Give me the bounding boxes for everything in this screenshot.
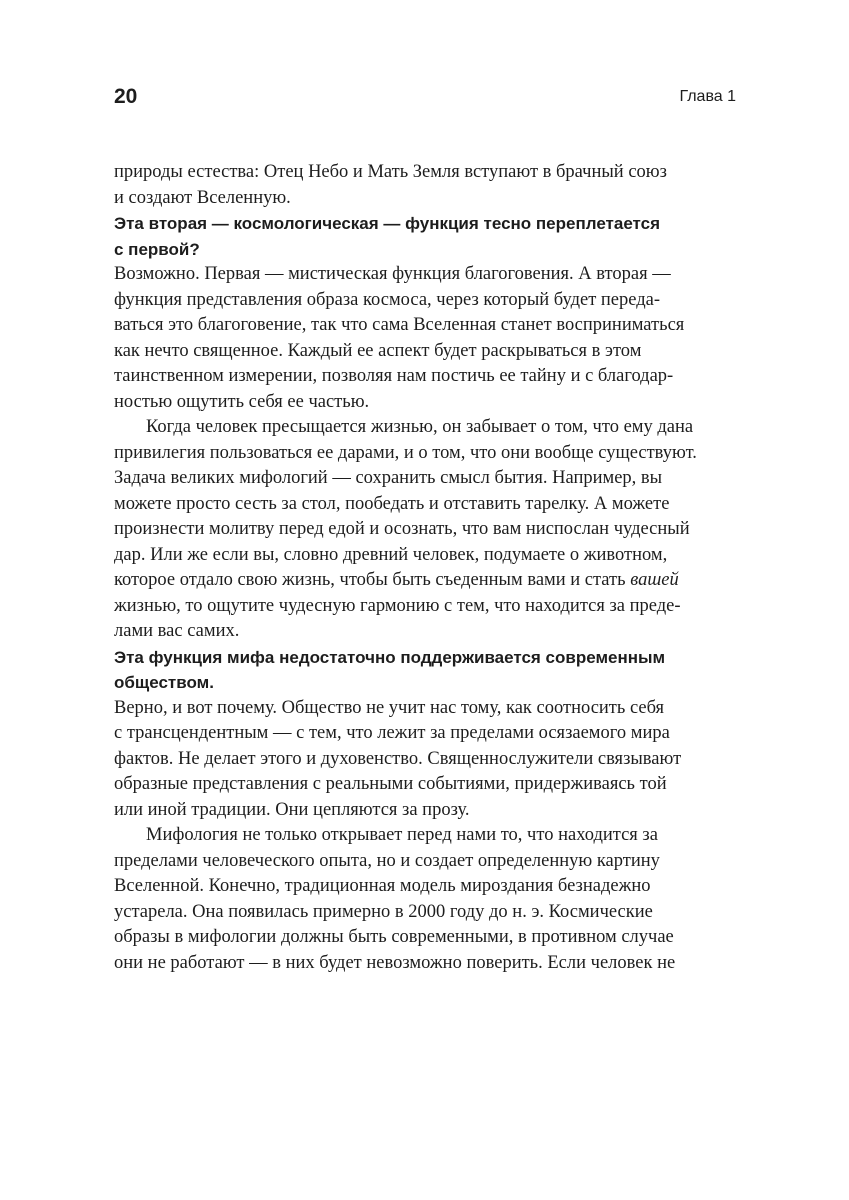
page-number: 20 xyxy=(114,85,138,108)
paragraph-text: Когда человек пресыщается жизнью, он забывает о том, что ему дана привилегия пользоваться ее дарами, и о том, что они вообще существуют. Задача великих мифологий — сохранить смысл бытия. Например, вы можете просто сесть за стол, пообедать и отставить тарелку. А можете произнести молитву перед едой и осознать, что вам ниспослан чудесный дар. Или же если вы, словно древний человек, подумаете о животном, которое отдало свою жизнь, чтобы быть съеденным вами и стать xyxy=(114,417,697,590)
running-header-chapter: Глава 1 xyxy=(679,88,736,105)
interview-question-2: Эта функция мифа недостаточно поддерживается современным обществом. xyxy=(114,647,666,692)
answer-paragraph-1: Возможно. Первая — мистическая функция благоговения. А вторая — функция представления образа космоса, через который будет переда- ваться это благоговение, так что сама Вселенная станет восприниматься как нечто священное. Каждый ее аспект будет раскрываться в этом таинственном измерении, позволяя нам постичь ее тайну и с благодар- ностью ощутить себя ее частью. xyxy=(114,264,685,412)
paragraph-satiation xyxy=(114,415,736,645)
answer-paragraph-2: Верно, и вот почему. Общество не учит нас тому, как соотносить себя с трансцендентным — с тем, что лежит за пределами осязаемого мира фактов. Не делает этого и духовенство. Священнослужители связывают образные представления с реальными событиями, придерживаясь той или иной традиции. Они цепляются за прозу. xyxy=(114,697,682,820)
italic-word: вашей xyxy=(630,570,679,590)
paragraph-continuation: природы естества: Отец Небо и Мать Земля вступают в брачный союз и создают Вселенную. xyxy=(114,162,667,208)
paragraph-mythology: Мифология не только открывает перед нами то, что находится за пределами человеческого опыта, но и создает определенную картину Вселенной. Конечно, традиционная модель мироздания безнадежно устарела. Она появилась примерно в 2000 году до н. э. Космические образы в мифологии должны быть современными, в противном случае они не работают — в них будет невозможно поверить. Если человек не xyxy=(114,825,676,973)
interview-question-1: Эта вторая — космологическая — функция тесно переплетается с первой? xyxy=(114,214,661,259)
paragraph-text-end: жизнью, то ощутите чудесную гармонию с тем, что находится за преде- лами вас самих. xyxy=(114,595,681,641)
page-content xyxy=(114,160,736,976)
